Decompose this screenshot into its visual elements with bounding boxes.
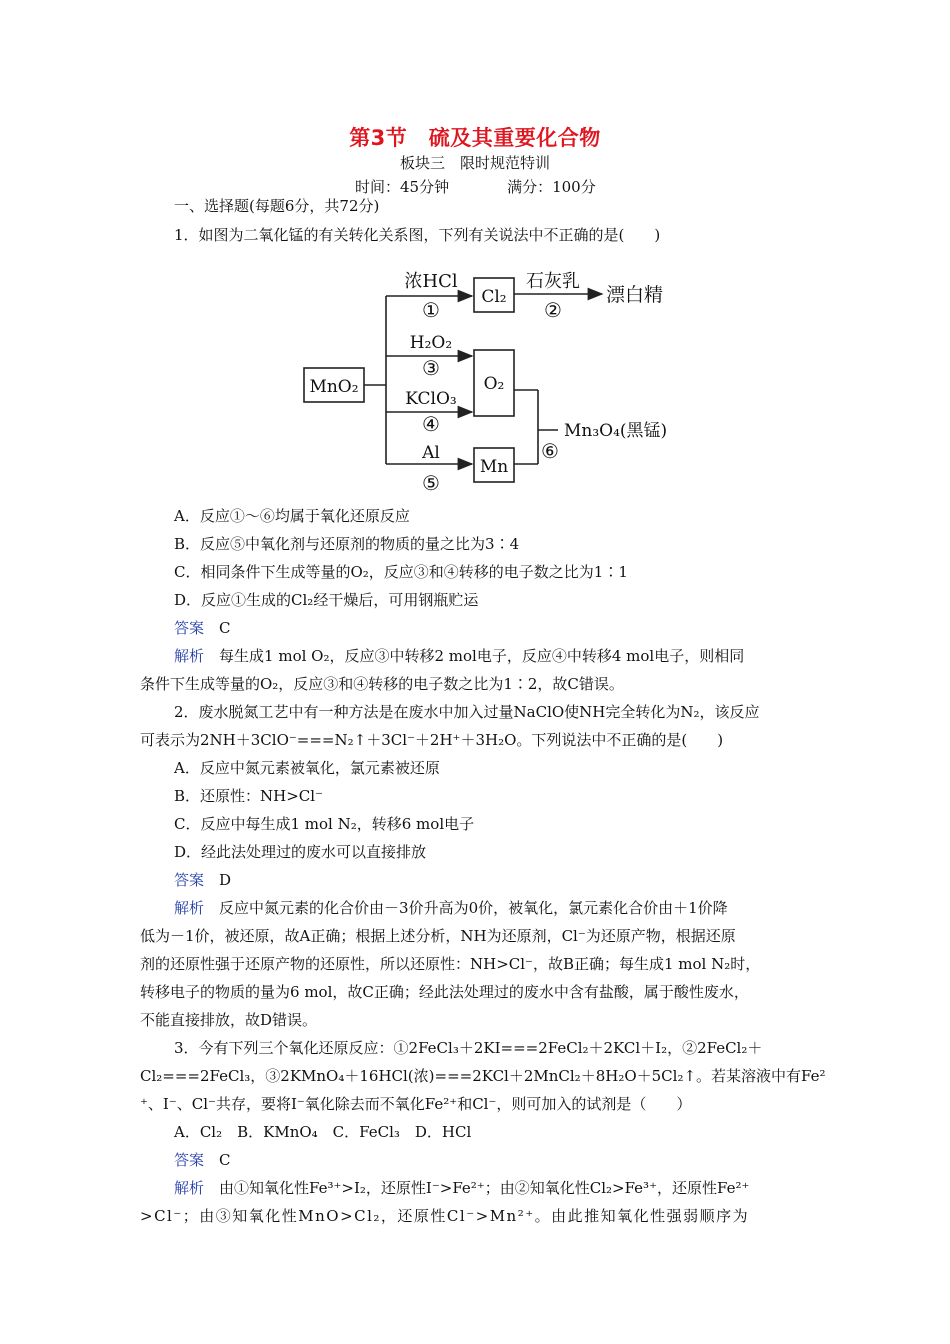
q2-analysis-4: 转移电子的物质的量为6 mol，故C正确；经此法处理过的废水中含有盐酸，属于酸性废水， — [140, 983, 749, 1001]
reaction-3: ③ — [422, 356, 440, 380]
q1-option-d: D．反应①生成的Cl₂经干燥后，可用钢瓶贮运 — [174, 591, 479, 609]
q2-option-b: B．还原性：NH>Cl⁻ — [174, 787, 323, 805]
mn3o4-label: Mn₃O₄(黑锰) — [564, 421, 668, 441]
mno2-conversion-diagram — [290, 250, 692, 500]
section-heading: 一、选择题(每题6分，共72分) — [174, 197, 380, 215]
q2-analysis-1 — [174, 898, 849, 918]
reagent-5: Al — [422, 443, 440, 463]
analysis-label: 解析 — [174, 647, 205, 665]
q1-option-b: B．反应⑤中氧化剂与还原剂的物质的量之比为3∶4 — [174, 535, 520, 553]
full-score: 满分：100分 — [507, 178, 596, 196]
answer-label: 答案 — [174, 871, 205, 889]
mn-label: Mn — [479, 457, 509, 477]
reagent-2: 石灰乳 — [526, 271, 580, 292]
reaction-5: ⑤ — [422, 471, 440, 495]
reagent-4: KClO₃ — [405, 389, 457, 409]
q1-answer — [174, 618, 849, 638]
time-score-line — [355, 176, 596, 197]
q2-analysis-5: 不能直接排放，故D错误。 — [140, 1011, 318, 1029]
analysis-label: 解析 — [174, 1179, 205, 1197]
o2-label: O₂ — [483, 374, 505, 394]
q2-option-d: D．经此法处理过的废水可以直接排放 — [174, 843, 427, 861]
q3-analysis-2: >Cl⁻；由③知氧化性MnO>Cl₂，还原性Cl⁻>Mn²⁺。由此推知氧化性强弱顺序为 — [140, 1207, 750, 1225]
analysis-text: 反应中氮元素的化合价由－3价升高为0价，被氧化，氯元素化合价由＋1价降 — [219, 899, 728, 917]
q1-stem: 1．如图为二氧化锰的有关转化关系图，下列有关说法中不正确的是( ) — [174, 226, 661, 244]
q2-analysis-2: 低为－1价，被还原，故A正确；根据上述分析，NH为还原剂，Cl⁻为还原产物，根据还原 — [140, 927, 736, 945]
reaction-6: ⑥ — [541, 439, 559, 463]
mno2-label: MnO₂ — [309, 377, 359, 397]
q1-analysis-2: 条件下生成等量的O₂，反应③和④转移的电子数之比为1∶2，故C错误。 — [140, 675, 624, 693]
q2-analysis-3: 剂的还原性强于还原产物的还原性，所以还原性：NH>Cl⁻，故B正确；每生成1 mol N₂时， — [140, 955, 761, 973]
reaction-1: ① — [422, 298, 440, 322]
analysis-label: 解析 — [174, 899, 205, 917]
answer-label: 答案 — [174, 619, 205, 637]
q2-option-a: A．反应中氮元素被氧化，氯元素被还原 — [174, 759, 440, 777]
q3-stem-2: Cl₂===2FeCl₃，③2KMnO₄＋16HCl(浓)===2KCl＋2MnCl₂＋8H₂O＋5Cl₂↑。若某溶液中有Fe² — [140, 1067, 826, 1085]
q1-analysis-1 — [174, 646, 815, 666]
reagent-3: H₂O₂ — [409, 333, 453, 353]
q2-stem-2: 可表示为2NH＋3ClO⁻===N₂↑＋3Cl⁻＋2H⁺＋3H₂O。下列说法中不正确的是( ) — [140, 731, 724, 749]
q3-answer — [174, 1150, 849, 1170]
section-subtitle: 板块三 限时规范特训 — [399, 154, 550, 172]
analysis-text: 每生成1 mol O₂，反应③中转移2 mol电子，反应④中转移4 mol电子，则相同 — [219, 647, 745, 665]
answer-label: 答案 — [174, 1151, 205, 1169]
reaction-2: ② — [544, 298, 562, 322]
reaction-4: ④ — [422, 412, 440, 436]
answer-value: D — [219, 871, 232, 889]
q1-option-a: A．反应①～⑥均属于氧化还原反应 — [174, 507, 410, 525]
cl2-label: Cl₂ — [481, 287, 507, 307]
bleach-label: 漂白精 — [606, 284, 664, 306]
q3-analysis-1 — [174, 1178, 849, 1198]
q2-option-c: C．反应中每生成1 mol N₂，转移6 mol电子 — [174, 815, 475, 833]
page-title: 第3节 硫及其重要化合物 — [349, 126, 601, 150]
answer-value: C — [219, 1151, 231, 1169]
q3-stem-3: ⁺、I⁻、Cl⁻共存，要将I⁻氧化除去而不氧化Fe²⁺和Cl⁻，则可加入的试剂是（ ） — [140, 1095, 692, 1113]
reagent-1: 浓HCl — [404, 271, 458, 292]
answer-value: C — [219, 619, 231, 637]
q2-answer — [174, 870, 849, 890]
analysis-text: 由①知氧化性Fe³⁺>I₂，还原性I⁻>Fe²⁺；由②知氧化性Cl₂>Fe³⁺，还原性Fe²⁺ — [219, 1179, 750, 1197]
time-limit: 时间：45分钟 — [355, 178, 450, 196]
q3-stem-1: 3．今有下列三个氧化还原反应：①2FeCl₃＋2KI===2FeCl₂＋2KCl＋I₂，②2FeCl₂＋ — [174, 1039, 763, 1057]
q1-option-c: C．相同条件下生成等量的O₂，反应③和④转移的电子数之比为1∶1 — [174, 563, 628, 581]
q2-stem-1: 2．废水脱氮工艺中有一种方法是在废水中加入过量NaClO使NH完全转化为N₂，该反应 — [174, 703, 760, 721]
q3-options: A．Cl₂ B．KMnO₄ C．FeCl₃ D．HCl — [174, 1123, 472, 1141]
